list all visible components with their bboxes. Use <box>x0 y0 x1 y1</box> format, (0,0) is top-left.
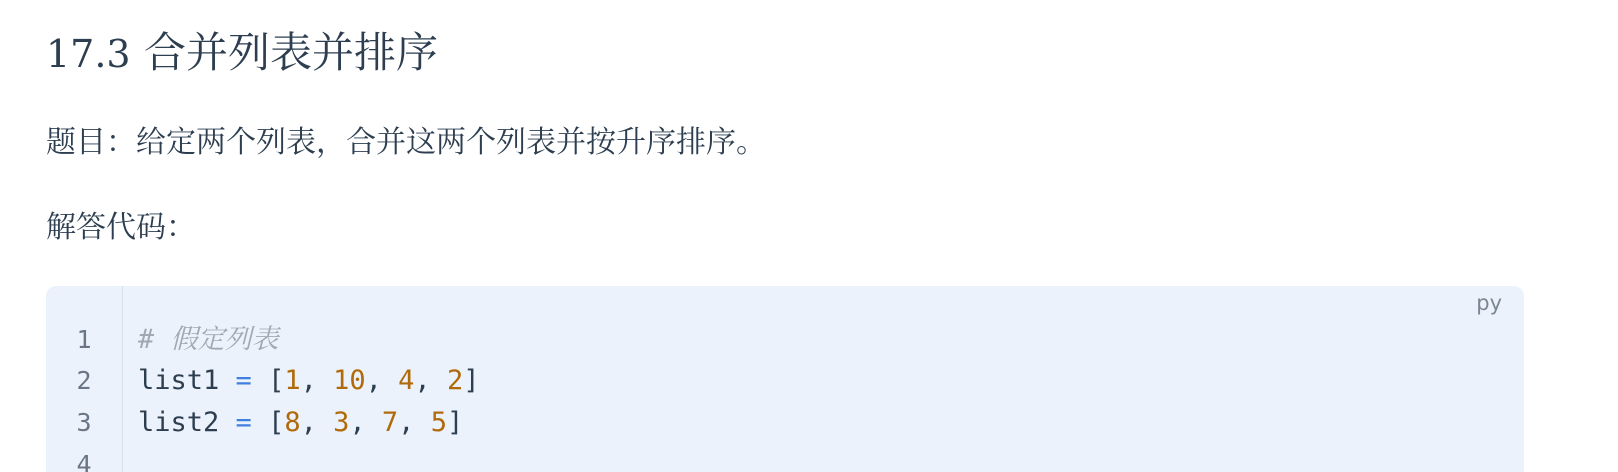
code-bracket: [ <box>268 407 285 438</box>
code-line <box>138 319 279 361</box>
code-operator: = <box>235 365 252 396</box>
code-bracket: ] <box>446 407 464 438</box>
code-block <box>46 286 1524 472</box>
line-number-gutter <box>46 286 123 472</box>
code-number: 1 <box>284 365 301 396</box>
code-variable: list2 <box>138 407 220 438</box>
line-number: 1 <box>76 325 92 354</box>
code-language-label: py <box>1476 291 1502 315</box>
section-heading <box>46 22 438 85</box>
code-number: 3 <box>333 407 350 438</box>
section-title: 合并列表并排序 <box>143 28 438 77</box>
code-number: 7 <box>381 407 399 438</box>
code-line: list1 = [1, 10, 4, 2] <box>138 365 480 396</box>
code-line: list2 = [8, 3, 7, 5] <box>138 407 464 438</box>
code-number: 4 <box>398 365 415 396</box>
code-variable: list1 <box>138 365 220 396</box>
code-number: 5 <box>430 407 447 438</box>
code-bracket: ] <box>463 365 480 396</box>
code-comment: # 假定列表 <box>138 324 279 355</box>
line-number: 2 <box>76 366 92 395</box>
code-number: 2 <box>446 365 464 396</box>
question-text: 题目：给定两个列表，合并这两个列表并按升序排序。 <box>46 125 766 160</box>
code-number: 8 <box>284 407 301 438</box>
answer-label: 解答代码： <box>46 210 196 245</box>
line-number: 4 <box>76 450 92 472</box>
code-operator: = <box>235 407 252 438</box>
section-number: 17.3 <box>46 32 131 76</box>
line-number: 3 <box>76 408 92 437</box>
code-bracket: [ <box>268 365 285 396</box>
code-number: 10 <box>333 365 366 396</box>
